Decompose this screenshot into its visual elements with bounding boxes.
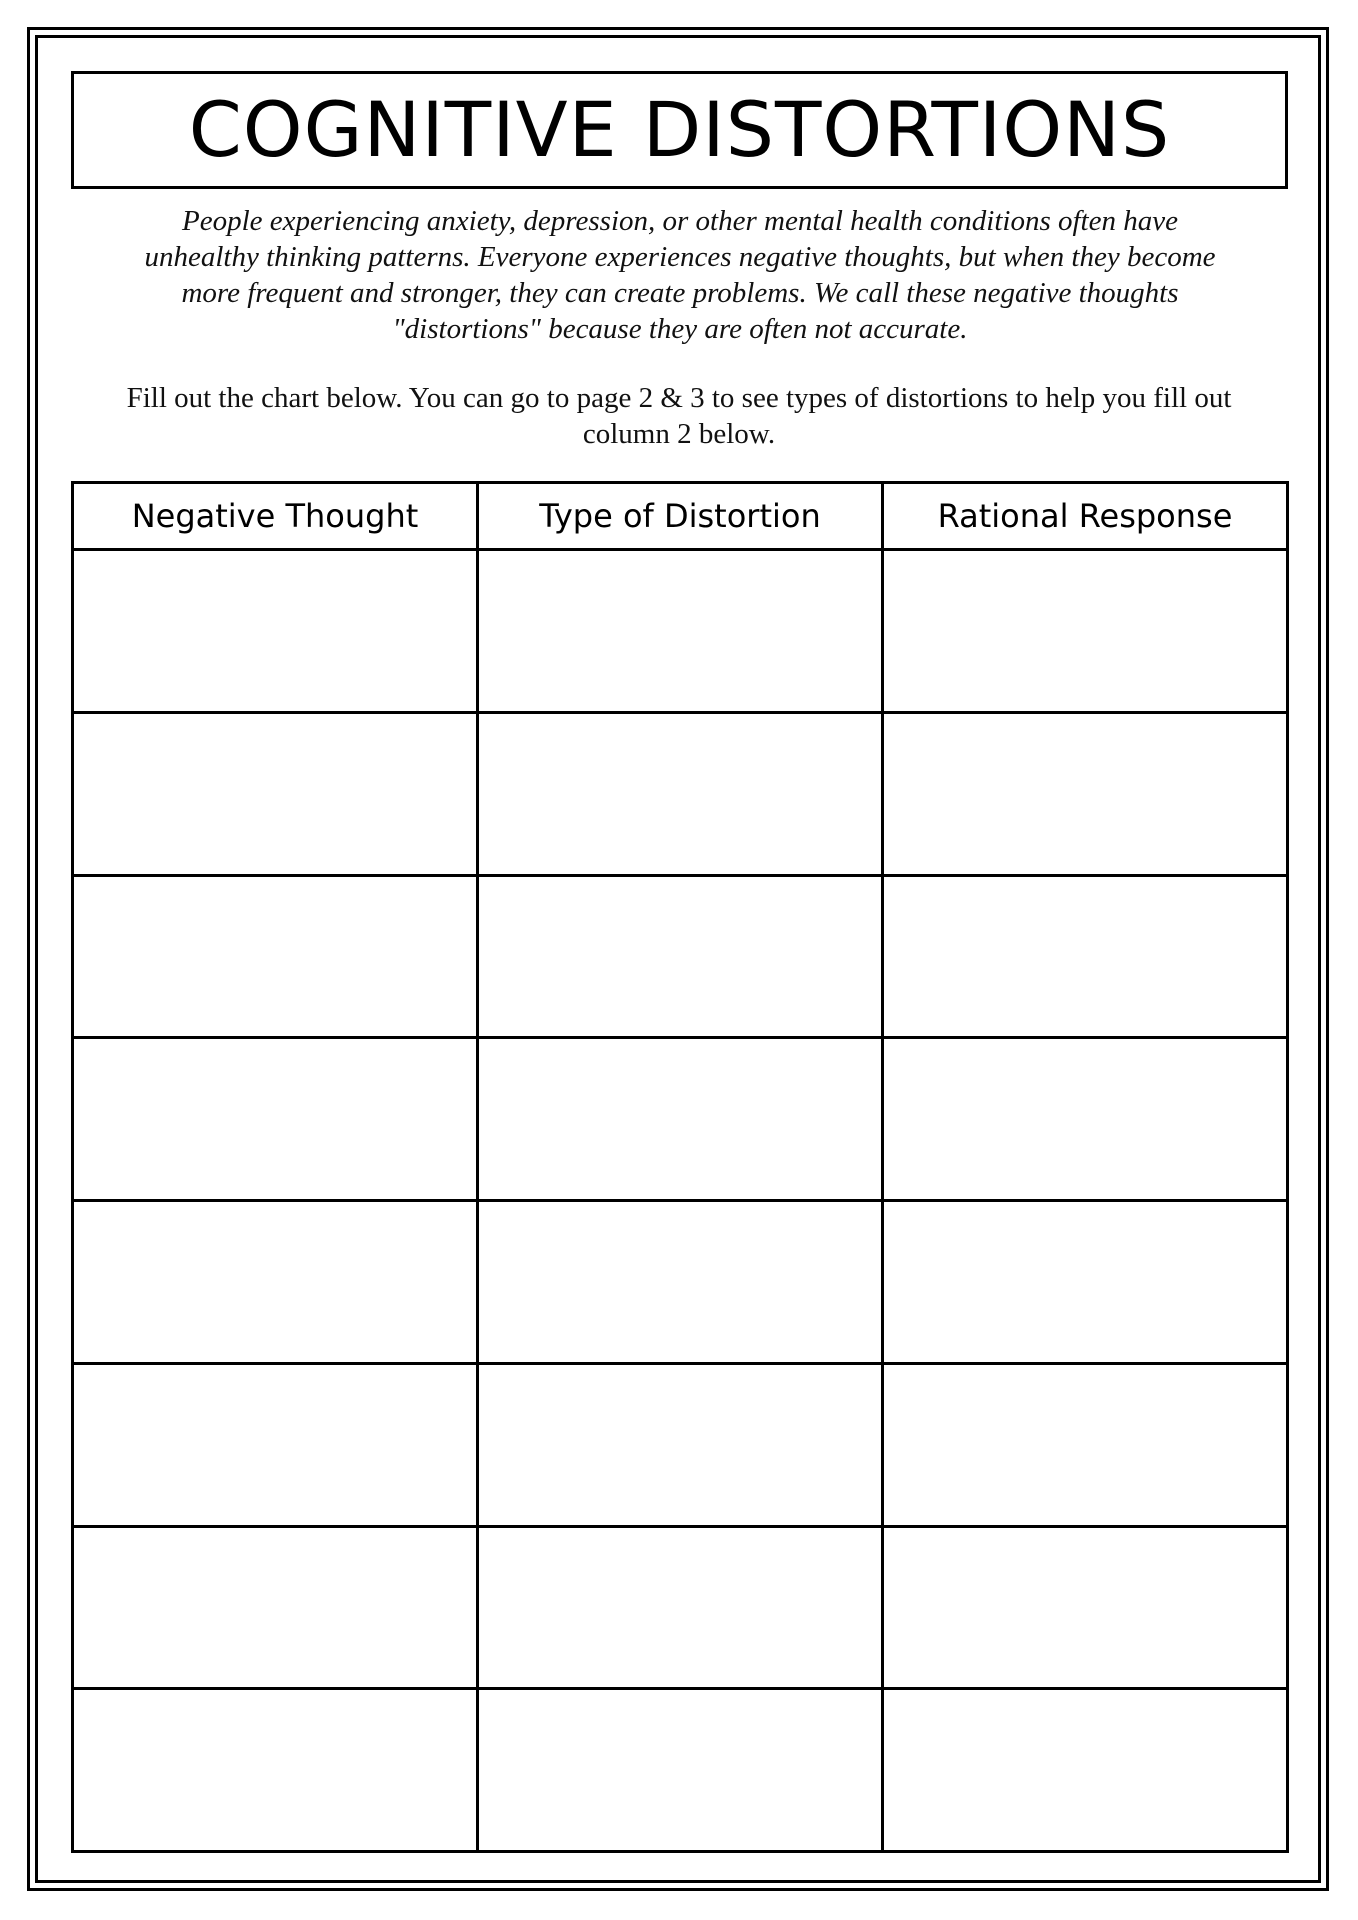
instruction-line: column 2 below.: [582, 418, 776, 450]
rational-response-cell[interactable]: [883, 1201, 1288, 1364]
negative-thought-cell[interactable]: [73, 1363, 478, 1526]
table-row: [73, 1689, 1288, 1852]
intro-line: more frequent and stronger, they can create problems. We call these negative thoughts: [181, 277, 1179, 309]
distortion-type-cell[interactable]: [478, 1363, 883, 1526]
distortion-type-cell[interactable]: [478, 1689, 883, 1852]
rational-response-cell[interactable]: [883, 550, 1288, 713]
rational-response-cell[interactable]: [883, 1689, 1288, 1852]
negative-thought-cell[interactable]: [73, 1038, 478, 1201]
distortion-type-cell[interactable]: [478, 875, 883, 1038]
table-row: [73, 1526, 1288, 1689]
instruction-line: Fill out the chart below. You can go to page 2 & 3 to see types of distortions to help you fill out: [126, 382, 1232, 414]
negative-thought-cell[interactable]: [73, 1201, 478, 1364]
header-row: [73, 483, 1288, 550]
rational-response-cell[interactable]: [883, 875, 1288, 1038]
table-row: [73, 875, 1288, 1038]
page-title: COGNITIVE DISTORTIONS: [188, 85, 1171, 174]
table-row: [73, 1363, 1288, 1526]
distortion-type-cell[interactable]: [478, 1201, 883, 1364]
negative-thought-cell[interactable]: [73, 1526, 478, 1689]
distortion-type-cell[interactable]: [478, 550, 883, 713]
instructions: [60, 380, 1298, 452]
distortion-type-cell[interactable]: [478, 712, 883, 875]
negative-thought-cell[interactable]: [73, 875, 478, 1038]
header-rational-response: Rational Response: [883, 483, 1288, 550]
header-negative-thought: Negative Thought: [73, 483, 478, 550]
rational-response-cell[interactable]: [883, 1526, 1288, 1689]
table-row: [73, 712, 1288, 875]
rational-response-cell[interactable]: [883, 712, 1288, 875]
negative-thought-cell[interactable]: [73, 1689, 478, 1852]
table-row: [73, 1038, 1288, 1201]
table-row: [73, 1201, 1288, 1364]
negative-thought-cell[interactable]: [73, 712, 478, 875]
intro-line: People experiencing anxiety, depression, or other mental health conditions often have: [182, 205, 1178, 237]
distortion-type-cell[interactable]: [478, 1526, 883, 1689]
rational-response-cell[interactable]: [883, 1363, 1288, 1526]
intro-paragraph: [80, 203, 1280, 347]
distortions-chart: [71, 481, 1289, 1853]
rational-response-cell[interactable]: [883, 1038, 1288, 1201]
distortion-type-cell[interactable]: [478, 1038, 883, 1201]
negative-thought-cell[interactable]: [73, 550, 478, 713]
header-type-of-distortion: Type of Distortion: [478, 483, 883, 550]
table-row: [73, 550, 1288, 713]
intro-line: "distortions" because they are often not accurate.: [392, 313, 968, 345]
intro-line: unhealthy thinking patterns. Everyone experiences negative thoughts, but when they become: [144, 241, 1216, 273]
title-box: [71, 71, 1288, 189]
